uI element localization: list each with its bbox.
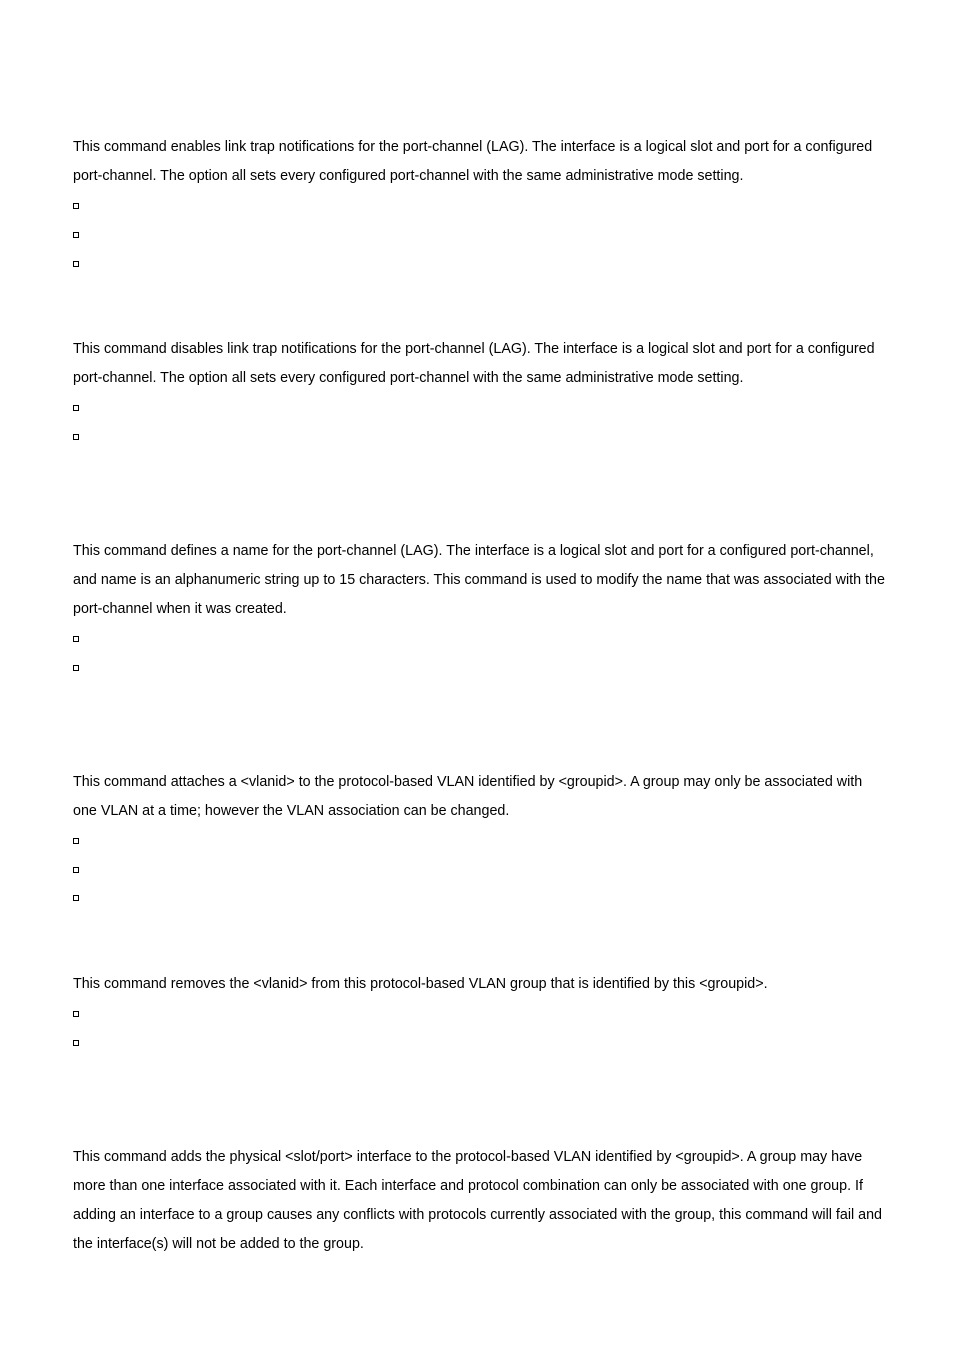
paragraph-protocol-vlan-interface-add: This command adds the physical <slot/port> interface to the protocol-based VLAN identified by <groupid>. A group may have more than one interface associated with it. Each interface and protocol combination can only be associated with one group. If adding an interface to a group causes any conflicts with protocols currently associated with the group, this command will fail and the interface(s) will not be added to the group. (73, 1149, 882, 1252)
bullet-marker-icon (73, 434, 79, 440)
bullet-marker-icon (73, 1040, 79, 1046)
bullet-marker-icon (73, 636, 79, 642)
bullet-marker-icon (73, 867, 79, 873)
bullet-marker-icon (73, 232, 79, 238)
paragraph-port-channel-name: This command defines a name for the port-channel (LAG). The interface is a logical slot and port for a configured port-channel, and name is an alphanumeric string up to 15 characters. This command is used to modify the name that was associated with the port-channel when it was created. (73, 543, 885, 617)
bullet-marker-icon (73, 203, 79, 209)
paragraph-port-channel-linktrap-enable: This command enables link trap notifications for the port-channel (LAG). The interface is a logical slot and port for a configured port-channel. The option all sets every configured port-channel with the same administrative mode setting. (73, 139, 873, 184)
bullet-marker-icon (73, 1011, 79, 1017)
bullet-marker-icon (73, 838, 79, 844)
paragraph-protocol-vlan-remove: This command removes the <vlanid> from this protocol-based VLAN group that is identified by this <groupid>. (73, 976, 768, 992)
bullet-marker-icon (73, 895, 79, 901)
bullet-marker-icon (73, 261, 79, 267)
paragraph-protocol-vlan-attach: This command attaches a <vlanid> to the protocol-based VLAN identified by <groupid>. A group may only be associated with one VLAN at a time; however the VLAN association can be changed. (73, 774, 863, 819)
bullet-marker-icon (73, 665, 79, 671)
paragraph-port-channel-linktrap-disable: This command disables link trap notifications for the port-channel (LAG). The interface is a logical slot and port for a configured port-channel. The option all sets every configured port-channel with the same administrative mode setting. (73, 341, 875, 386)
bullet-marker-icon (73, 405, 79, 411)
